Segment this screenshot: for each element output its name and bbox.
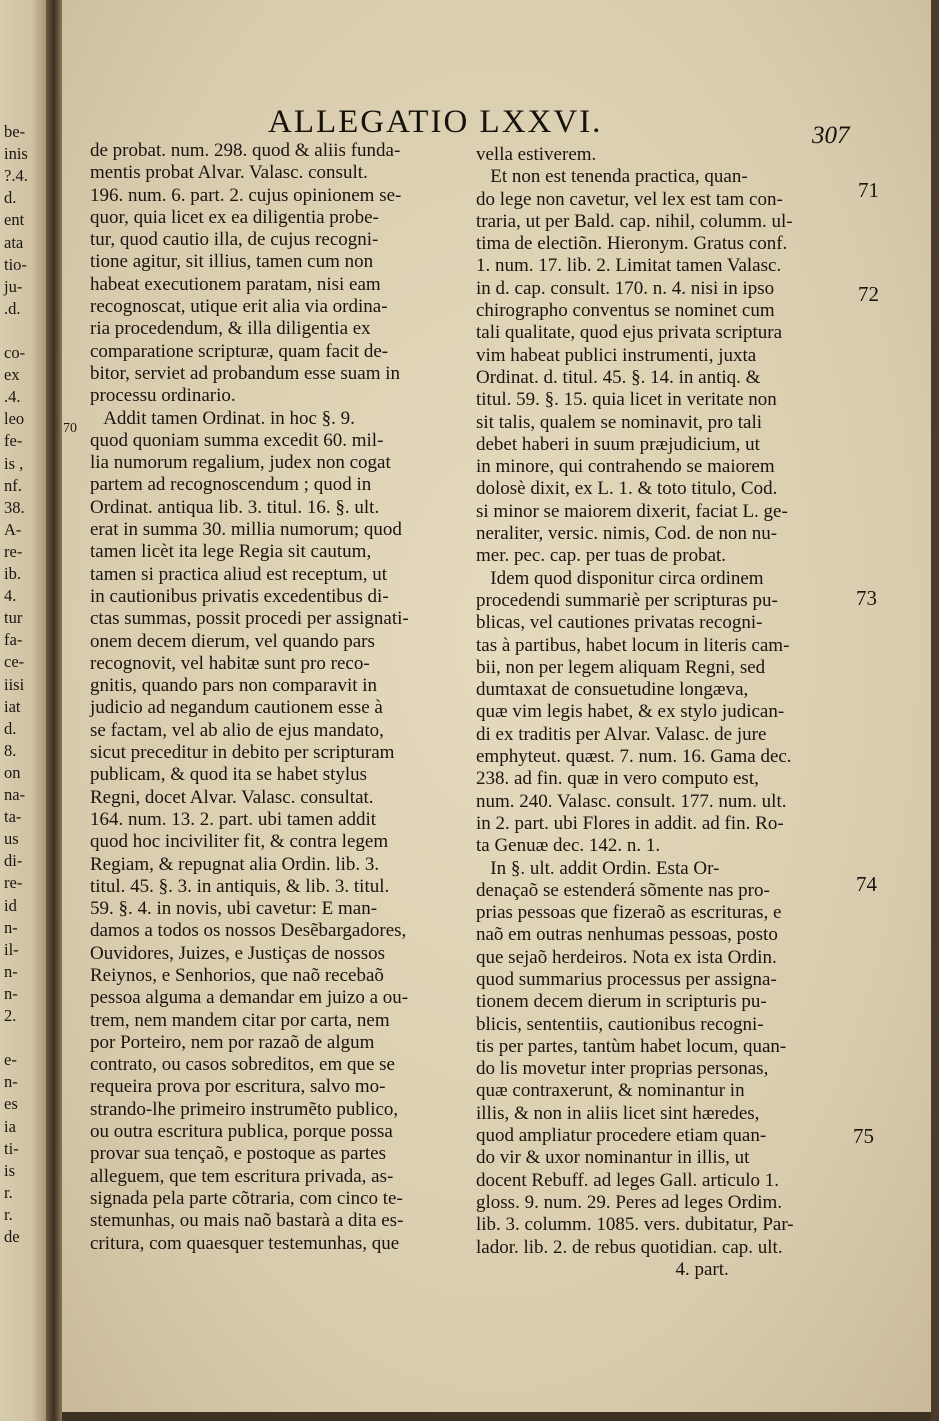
text-line: Addit tamen Ordinat. in hoc §. 9.	[90, 407, 355, 429]
text-line: denaçaõ se estenderá sõmente nas pro-	[476, 879, 770, 901]
text-line: ou outra escritura publica, porque possa	[90, 1121, 393, 1143]
facing-page-fragment: ce-	[4, 652, 25, 672]
facing-page-fragment: .4.	[4, 387, 21, 407]
text-line: si minor se maiorem dixerit, faciat L. ge-	[476, 500, 788, 522]
facing-page-fragment: leo	[4, 409, 25, 429]
text-line: tas à partibus, habet locum in literis cam-	[476, 634, 790, 656]
text-line: quod summarius processus per assigna-	[476, 968, 777, 990]
facing-page-fragment: ata	[4, 232, 24, 252]
facing-page-fragment: ti-	[4, 1138, 19, 1158]
facing-page-fragment: r.	[4, 1182, 13, 1202]
text-line: critura, com quaesquer testemunhas, que	[90, 1232, 400, 1254]
text-line: quor, quia licet ex ea diligentia probe-	[90, 206, 379, 228]
margin-number: 70	[63, 421, 77, 436]
text-line: neraliter, versic. nimis, Cod. de non nu-	[476, 523, 778, 545]
text-line: blicis, sententiis, cautionibus recogni-	[476, 1013, 764, 1035]
facing-page-fragment: inis	[4, 144, 28, 164]
facing-page-fragment: d.	[4, 188, 17, 208]
facing-page-fragment: us	[4, 829, 19, 849]
facing-page-fragment: A-	[4, 519, 22, 539]
text-line: signada pela parte cõtraria, com cinco te-	[90, 1187, 403, 1209]
text-line: docent Rebuff. ad leges Gall. articulo 1.	[476, 1169, 780, 1191]
facing-page-fragment: nf.	[4, 475, 22, 495]
text-line: requeira prova por escritura, salvo mo-	[90, 1076, 386, 1098]
text-line: de probat. num. 298. quod & aliis funda-	[90, 140, 401, 161]
facing-page-fragment: re-	[4, 541, 23, 561]
text-line: alleguem, que tem escritura privada, as-	[90, 1165, 394, 1187]
facing-page-fragment: e-	[4, 1050, 17, 1070]
text-line: Regiam, & repugnat alia Ordin. lib. 3.	[90, 853, 380, 875]
text-line: 4. part.	[476, 1258, 729, 1280]
text-line: in minore, qui contrahendo se maiorem	[476, 456, 775, 478]
text-line: bii, non per legem aliquam Regni, sed	[476, 656, 766, 678]
text-line: quod ampliatur procedere etiam quan-	[476, 1125, 767, 1147]
facing-page-edge	[0, 0, 46, 1421]
text-line: quod quoniam summa excedit 60. mil-	[90, 429, 384, 451]
text-line: recognovit, vel habitæ sunt pro reco-	[90, 652, 370, 674]
facing-page-fragment: is ,	[4, 453, 24, 473]
facing-page-fragment: n-	[4, 961, 18, 981]
facing-page-fragment: ib.	[4, 564, 21, 583]
facing-page-fragment: iat	[4, 696, 21, 716]
text-line: Idem quod disponitur circa ordinem	[476, 567, 764, 589]
text-line: in 2. part. ubi Flores in addit. ad fin. Ro-	[476, 812, 784, 834]
text-line: Et non est tenenda practica, quan-	[476, 166, 748, 188]
text-line: procedendi summariè per scripturas pu-	[476, 589, 778, 611]
margin-number: 75	[853, 1124, 874, 1148]
facing-page-fragment: .d.	[4, 298, 21, 318]
facing-page-fragment: ent	[4, 210, 25, 230]
facing-page-fragment: n-	[4, 1072, 18, 1092]
text-line: habeat executionem paratam, nisi eam	[90, 273, 381, 295]
text-line: tione agitur, sit illius, tamen cum non	[90, 251, 374, 273]
text-line: mentis probat Alvar. Valasc. consult.	[90, 162, 368, 184]
text-line: gnitis, quando pars non comparavit in	[90, 675, 378, 697]
text-line: processu ordinario.	[90, 385, 236, 407]
text-line: naõ em outras nenhumas pessoas, posto	[476, 924, 778, 946]
text-line: contrato, ou casos sobreditos, em que se	[90, 1054, 395, 1076]
page-number: 307	[812, 122, 850, 149]
facing-page-fragment: 38.	[4, 497, 25, 517]
facing-page-fragment: es	[4, 1094, 18, 1114]
text-line: tionem decem dierum in scripturis pu-	[476, 991, 767, 1013]
text-line: tali qualitate, quod ejus privata scriptura	[476, 322, 783, 344]
text-line: Ordinat. d. titul. 45. §. 14. in antiq. &	[476, 366, 761, 388]
text-line: mer. pec. cap. per tuas de probat.	[476, 545, 727, 567]
facing-page-fragment: re-	[4, 873, 23, 893]
text-line: tur, quod cautio illa, de cujus recogni-	[90, 229, 379, 251]
text-line: ctas summas, possit procedi per assignati-	[90, 608, 409, 630]
text-line: quæ vim legis habet, & ex stylo judican-	[476, 701, 785, 723]
text-line: erat in summa 30. millia numorum; quod	[90, 519, 402, 541]
text-line: Ouvidores, Juizes, e Justiças de nossos	[90, 942, 385, 964]
text-line: pessoa alguma a demandar em juizo a ou-	[90, 987, 409, 1009]
text-line: onem decem dierum, vel quando pars	[90, 630, 375, 652]
text-line: provar sua tençaõ, e postoque as partes	[90, 1143, 386, 1165]
text-line: blicas, vel cautiones privatas recogni-	[476, 612, 763, 634]
facing-page-fragment: di-	[4, 851, 23, 871]
text-line: lador. lib. 2. de rebus quotidian. cap. ult.	[476, 1236, 783, 1258]
facing-page-fragment: fa-	[4, 630, 23, 650]
text-line: partem ad recognoscendum ; quod in	[90, 474, 372, 496]
facing-page-fragment: 2.	[4, 1006, 17, 1025]
facing-page-fragment: n-	[4, 917, 18, 937]
facing-page-fragment: d.	[4, 718, 17, 738]
margin-number: 73	[856, 586, 877, 610]
facing-page-fragment: id	[4, 895, 17, 915]
text-line: dolosè dixit, ex L. 1. & toto titulo, Cod.	[476, 478, 778, 500]
text-line: que sejaõ herdeiros. Nota ex ista Ordin.	[476, 946, 777, 968]
facing-page-fragment: n-	[4, 983, 18, 1003]
right-text-column	[476, 144, 848, 1281]
text-line: 1. num. 17. lib. 2. Limitat tamen Valasc.	[476, 255, 782, 277]
facing-page-fragment: ex	[4, 365, 20, 385]
text-line: Ordinat. antiqua lib. 3. titul. 16. §. ult.	[90, 496, 380, 518]
facing-page-fragment: 8.	[4, 740, 17, 760]
text-line: judicio ad negandum cautionem esse à	[90, 697, 383, 719]
text-line: quod hoc inciviliter fit, & contra legem	[90, 831, 389, 853]
text-line: in d. cap. consult. 170. n. 4. nisi in ipso	[476, 277, 775, 299]
margin-number: 74	[856, 872, 877, 896]
text-line: damos a todos os nossos Desẽbargadores,	[90, 920, 407, 942]
text-line: tima de electiõn. Hieronym. Gratus conf.	[476, 233, 788, 255]
running-title: ALLEGATIO LXXVI.	[268, 104, 603, 140]
text-line: 196. num. 6. part. 2. cujus opinionem se-	[90, 184, 402, 206]
text-line: chirographo conventus se nominet cum	[476, 300, 775, 322]
text-line: do lege non cavetur, vel lex est tam con-	[476, 188, 783, 210]
facing-page-fragment: is	[4, 1160, 16, 1180]
facing-page-fragment: on	[4, 762, 21, 782]
text-line: tis per partes, tantùm habet locum, quan-	[476, 1035, 787, 1057]
text-line: debet haberi in suum præjudicium, ut	[476, 433, 760, 455]
text-line: dumtaxat de consuetudine longæva,	[476, 679, 749, 701]
bottom-page-edge	[62, 1412, 931, 1421]
text-line: 59. §. 4. in novis, ubi cavetur: E man-	[90, 898, 378, 920]
facing-page-fragment: 4.	[4, 586, 17, 606]
text-line: prias pessoas que fizeraõ as escrituras, e	[476, 902, 782, 924]
facing-page-fragment: tur	[4, 608, 23, 628]
text-line: tamen licèt ita lege Regia sit cautum,	[90, 541, 372, 563]
facing-page-fragment: il-	[4, 939, 19, 959]
text-line: titul. 59. §. 15. quia licet in veritate non	[476, 389, 777, 411]
facing-page-fragment: r.	[4, 1204, 13, 1224]
facing-page-fragment: be-	[4, 122, 26, 141]
facing-page-fragment: tio-	[4, 254, 27, 274]
text-line: di ex traditis per Alvar. Valasc. de jure	[476, 723, 767, 745]
text-line: traria, ut per Bald. cap. nihil, columm. ul-	[476, 210, 793, 232]
text-line: titul. 45. §. 3. in antiquis, & lib. 3. titul.	[90, 875, 390, 897]
text-line: publicam, & quod ita se habet stylus	[90, 764, 368, 786]
facing-page-fragment: fe-	[4, 431, 23, 451]
text-line: lib. 3. columm. 1085. vers. dubitatur, Par-	[476, 1214, 794, 1236]
facing-page-fragment: iisi	[4, 674, 25, 694]
text-line: 164. num. 13. 2. part. ubi tamen addit	[90, 808, 377, 830]
text-line: vim habeat publici instrumenti, juxta	[476, 344, 757, 366]
text-line: in cautionibus privatis excedentibus di-	[90, 585, 389, 607]
text-line: bitor, serviet ad probandum esse suam in	[90, 362, 401, 384]
text-line: vella estiverem.	[476, 144, 597, 165]
facing-page-fragment: ju-	[4, 276, 23, 296]
text-line: trem, nem mandem citar por carta, nem	[90, 1009, 390, 1031]
left-text-column	[90, 140, 458, 1255]
text-line: ta Genuæ dec. 142. n. 1.	[476, 835, 661, 857]
text-line: por Porteiro, nem por razaõ de algum	[90, 1031, 375, 1053]
text-line: do lis movetur inter proprias personas,	[476, 1058, 769, 1080]
text-line: sicut preceditur in debito per scripturam	[90, 742, 395, 764]
text-line: sit talis, qualem se nominavit, pro tali	[476, 411, 763, 433]
facing-page-fragment: ?.4.	[4, 166, 28, 186]
text-line: lia numorum regalium, judex non cogat	[90, 452, 391, 474]
text-line: strando-lhe primeiro instrumẽto publico,	[90, 1098, 399, 1120]
facing-page-fragment: ta-	[4, 807, 22, 827]
margin-number: 71	[858, 178, 879, 202]
text-line: Reiynos, e Senhorios, que naõ recebaõ	[90, 964, 384, 986]
facing-page-fragment: na-	[4, 785, 26, 804]
facing-page-fragment: co-	[4, 343, 26, 362]
text-line: Regni, docet Alvar. Valasc. consultat.	[90, 786, 374, 808]
right-page-edge	[931, 0, 939, 1421]
text-line: do vir & uxor nominantur in illis, ut	[476, 1147, 750, 1169]
book-gutter	[46, 0, 62, 1421]
text-line: ria procedendum, & illa diligentia ex	[90, 318, 371, 340]
text-line: num. 240. Valasc. consult. 177. num. ult.	[476, 790, 787, 812]
text-line: emphyteut. quæst. 7. num. 16. Gama dec.	[476, 746, 792, 768]
text-line: recognoscat, utique erit alia via ordina-	[90, 296, 388, 318]
text-line: comparatione scripturæ, quam facit de-	[90, 340, 389, 362]
text-line: stemunhas, ou mais naõ bastarà a dita es-	[90, 1210, 404, 1232]
text-line: tamen si practica aliud est receptum, ut	[90, 563, 388, 585]
margin-number: 72	[858, 282, 879, 306]
text-line: 238. ad fin. quæ in vero computo est,	[476, 768, 759, 790]
text-line: illis, & non in aliis licet sint hæredes,	[476, 1102, 760, 1124]
facing-page-fragment: ia	[4, 1116, 16, 1136]
text-line: gloss. 9. num. 29. Peres ad leges Ordim.	[476, 1191, 783, 1213]
text-line: se factam, vel ab alio de ejus mandato,	[90, 719, 384, 741]
text-line: quæ contraxerunt, & nominantur in	[476, 1080, 745, 1102]
facing-page-fragment: de	[4, 1227, 20, 1246]
text-line: In §. ult. addit Ordin. Esta Or-	[476, 857, 720, 879]
